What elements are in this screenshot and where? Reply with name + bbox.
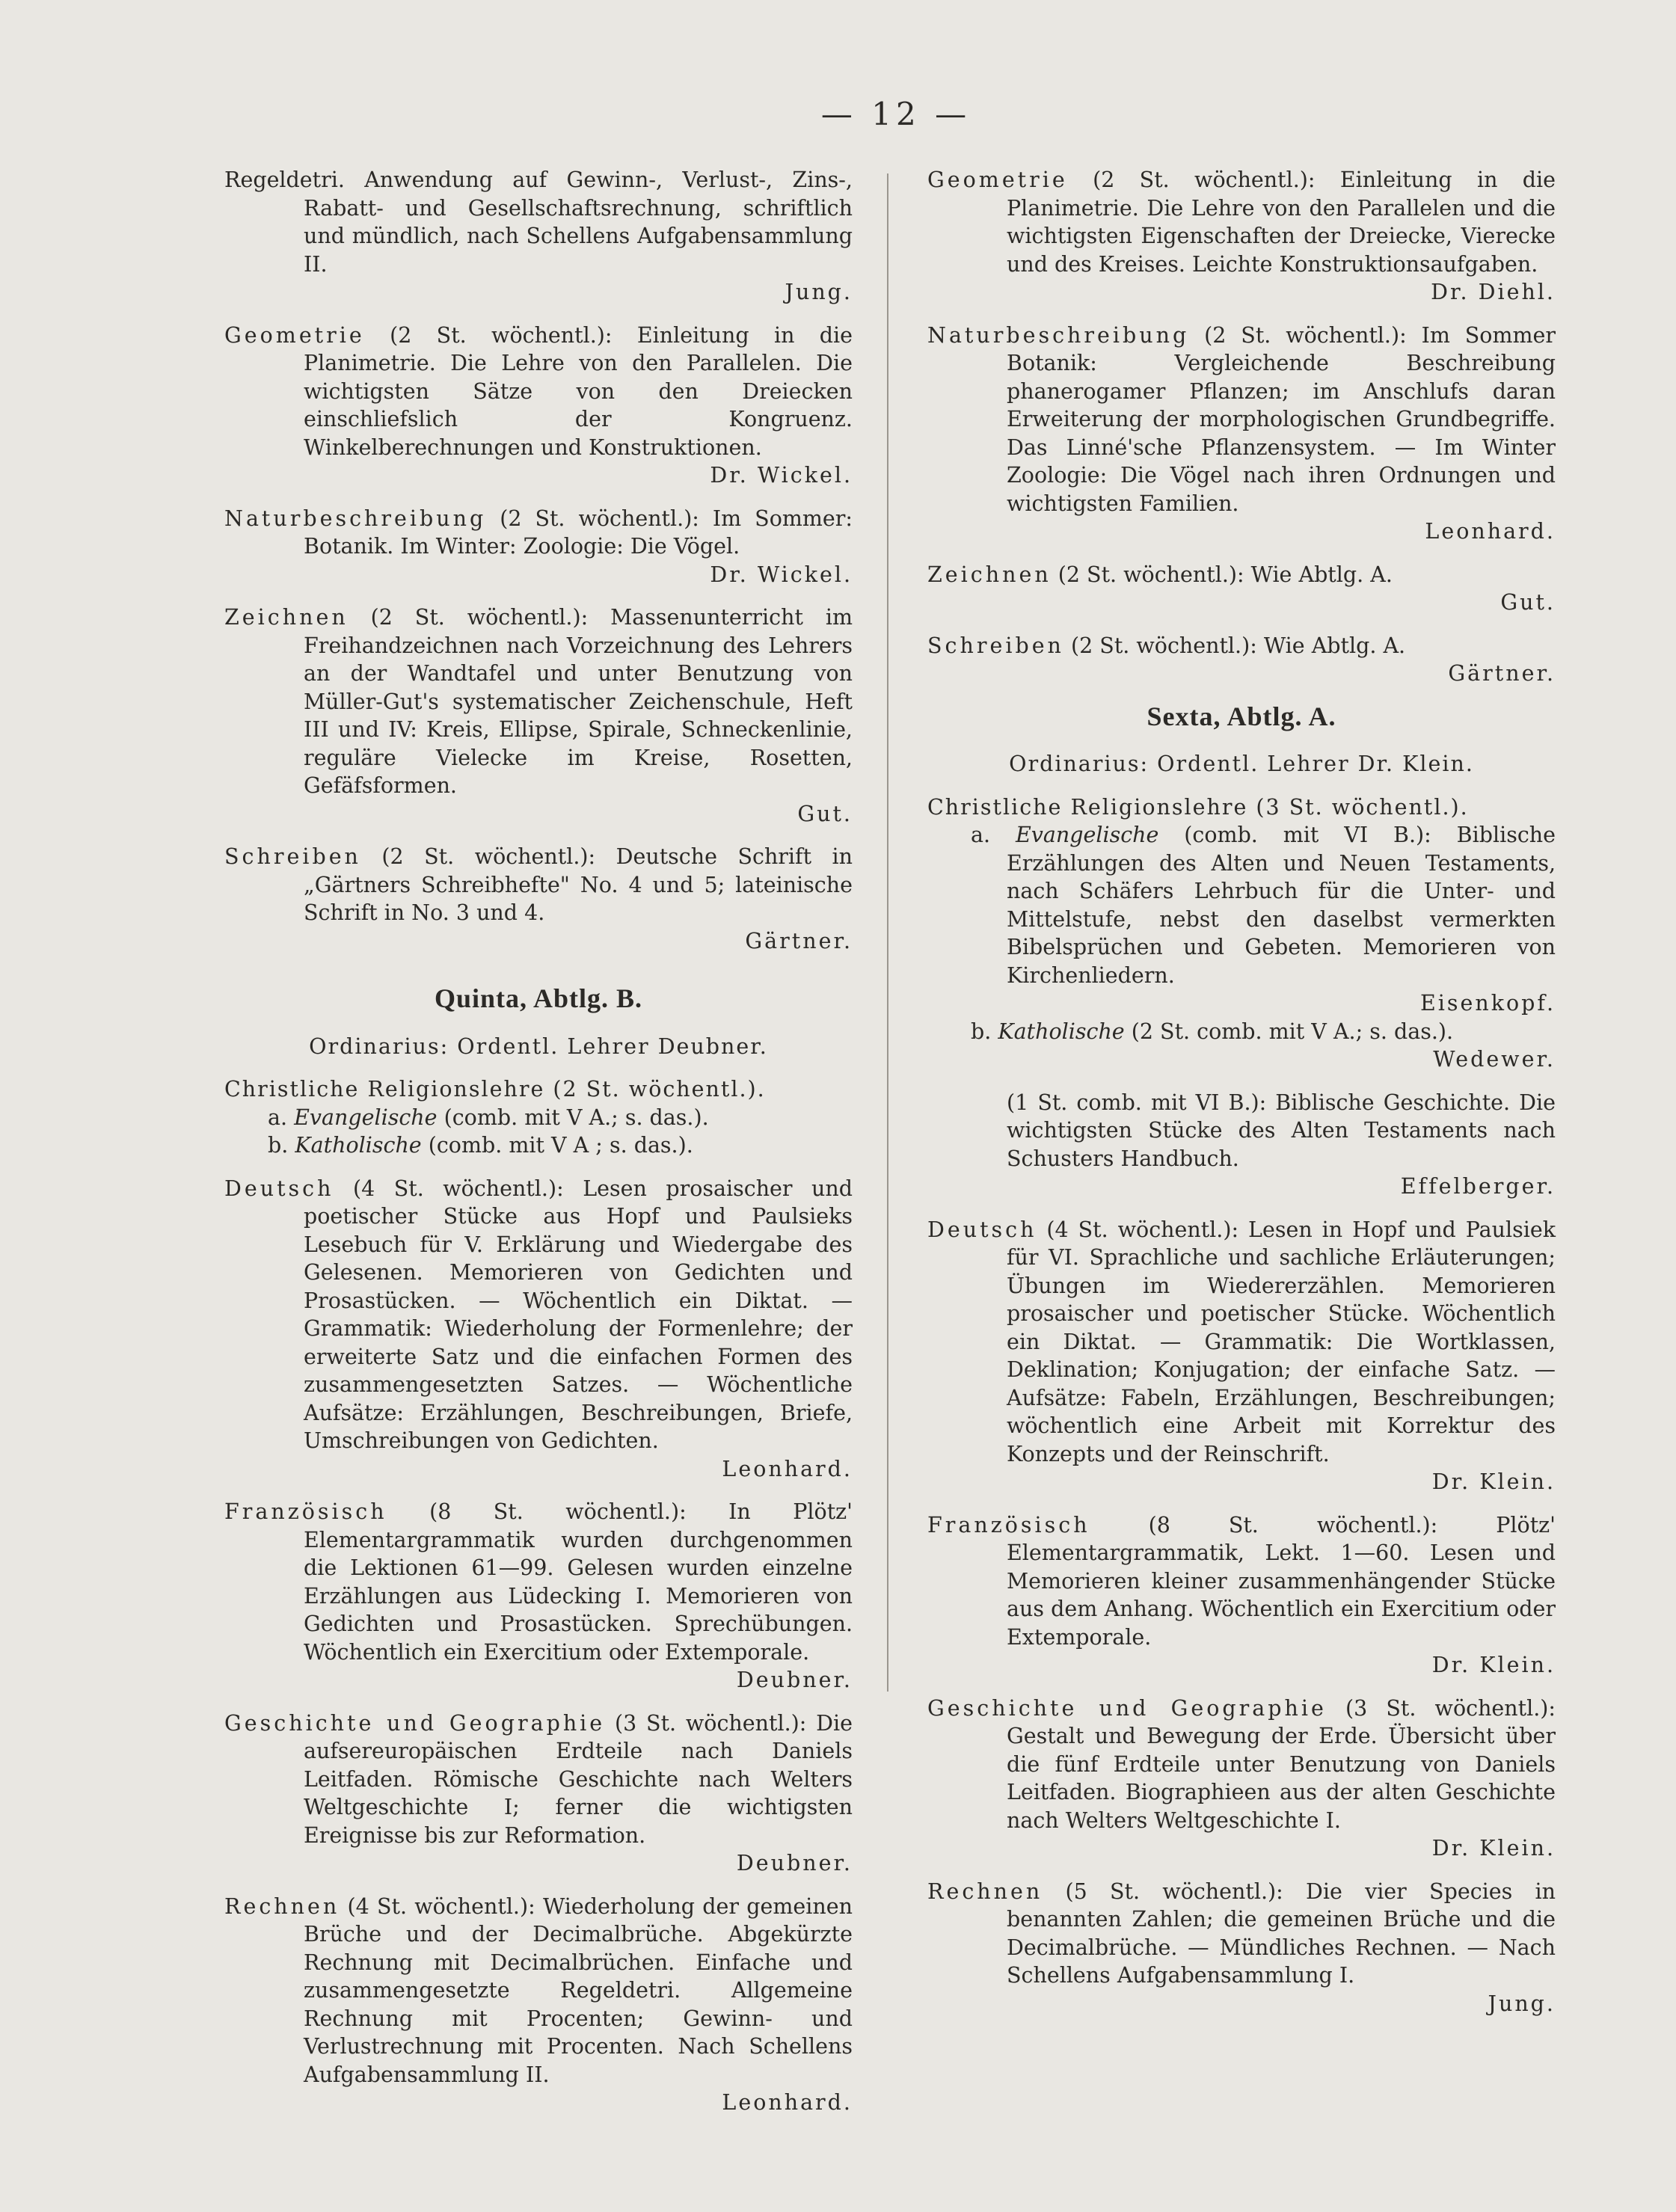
curriculum-entry	[224, 1893, 853, 2117]
section-heading: Quinta, Abtlg. B.	[434, 983, 643, 1013]
teacher-signature: Deubner.	[736, 1851, 853, 1875]
teacher-signature: Deubner.	[736, 1668, 853, 1692]
entry-text: (2 St. wöchentl.): Im Sommer Botanik: Vergleichende Beschreibung phanerogamer Pflanzen; im Anschlufs daran Erweiterung der morphologischen Grundbegriffe. Das Linné'sche Pflanzensystem. — Im Winter Zoologie: Die Vögel nach ihren Ordnungen und wichtigsten Familien.	[1007, 322, 1556, 516]
teacher-signature: Gärtner.	[1448, 661, 1556, 686]
subject-name: Geometrie	[927, 168, 1068, 192]
religion-subitem	[927, 1018, 1556, 1074]
teacher-signature: Dr. Wickel.	[710, 463, 853, 488]
curriculum-entry	[927, 166, 1556, 307]
entry-text: (4 St. wöchentl.): Lesen in Hopf und Paulsiek für VI. Sprachliche und sachliche Erläuterungen; Übungen im Wiedererzählen. Memorieren prosaischer und poetischer Stücke. Wöchentlich ein Diktat. — Grammatik: Die Wortklassen, Deklination; Konjugation; der einfache Satz. — Aufsätze: Fabeln, Erzählungen, Beschreibungen; wöchentlich eine Arbeit mit Korrektur des Konzepts und der Reinschrift.	[1007, 1217, 1556, 1466]
subitem-text: (comb. mit V A.; s. das.).	[437, 1105, 709, 1130]
denomination: Evangelische	[294, 1105, 438, 1130]
subitem-label: b.	[971, 1019, 992, 1044]
column-divider	[887, 173, 888, 1692]
curriculum-entry	[927, 632, 1556, 688]
denomination: Evangelische	[1015, 823, 1159, 847]
entry-text: (5 St. wöchentl.): Die vier Species in benannten Zahlen; die gemeinen Brüche und die Decimalbrüche. — Mündliches Rechnen. — Nach Schellens Aufgabensammlung I.	[1007, 1878, 1556, 1988]
entry-text: (4 St. wöchentl.): Wiederholung der gemeinen Brüche und der Decimalbrüche. Abgekürzte Rechnung mit Decimalbrüchen. Einfache und zusammengesetzte Regeldetri. Allgemeine Rechnung mit Procenten; Gewinn- und Verlustrechnung mit Procenten. Nach Schellens Aufgabensammlung II.	[304, 1893, 853, 2087]
curriculum-entry	[224, 505, 853, 589]
denomination: Katholische	[998, 1019, 1125, 1044]
subitem-label: a.	[971, 823, 991, 847]
curriculum-entry	[224, 1498, 853, 1695]
curriculum-entry	[927, 1216, 1556, 1496]
teacher-signature: Gärtner.	[745, 928, 853, 953]
teacher-signature: Wedewer.	[1433, 1047, 1556, 1072]
subitem-text: (1 St. comb. mit VI B.): Biblische Geschichte. Die wichtigsten Stücke des Alten Testaments nach Schusters Handbuch.	[1007, 1090, 1556, 1171]
religion-heading: Christliche Religionslehre (3 St. wöchentl.).	[927, 794, 1469, 820]
subject-name: Rechnen	[224, 1893, 340, 1919]
entry-text: (4 St. wöchentl.): Lesen prosaischer und poetischer Stücke aus Hopf und Paulsieks Lesebuch für V. Erklärung und Wiedergabe des Gelesenen. Memorieren von Gedichten und Prosastücken. — Wöchentlich ein Diktat. — Grammatik: Wiederholung der Formenlehre; der erweiterte Satz und die einfachen Formen des zusammengesetzten Satzes. — Wöchentliche Aufsätze: Erzählungen, Beschreibungen, Briefe, Umschreibungen von Gedichten.	[304, 1176, 853, 1453]
entry-text: (2 St. wöchentl.): Wie Abtlg. A.	[1051, 562, 1393, 587]
curriculum-entry	[224, 166, 853, 307]
teacher-signature: Jung.	[785, 280, 853, 304]
teacher-signature: Dr. Klein.	[1431, 1469, 1556, 1494]
subitem-text: (comb. mit V A ; s. das.).	[421, 1133, 693, 1158]
curriculum-entry	[224, 603, 853, 828]
teacher-signature: Dr. Klein.	[1431, 1836, 1556, 1861]
entry-text: (8 St. wöchentl.): In Plötz' Elementargrammatik wurden durchgenommen die Lektionen 61—99. Gelesen wurden einzelne Erzählungen aus Lüdecking I. Memorieren von Gedichten und Prosastücken. Sprechübungen. Wöchentlich ein Exercitium oder Extemporale.	[304, 1499, 853, 1665]
religion-subitem	[927, 821, 1556, 1018]
entry-text: (2 St. wöchentl.): Wie Abtlg. A.	[1063, 633, 1406, 658]
subject-name: Geschichte und Geographie	[927, 1695, 1327, 1721]
curriculum-entry	[927, 1878, 1556, 2018]
page-number: — 12 —	[820, 96, 971, 132]
teacher-signature: Dr. Wickel.	[710, 562, 853, 587]
teacher-signature: Leonhard.	[1425, 519, 1556, 544]
teacher-signature: Leonhard.	[722, 2090, 853, 2115]
entry-text: (8 St. wöchentl.): Plötz' Elementargrammatik, Lekt. 1—60. Lesen und Memorieren kleiner zusammenhängender Stücke aus dem Anhang. Wöchentlich ein Exercitium oder Extemporale.	[1007, 1512, 1556, 1650]
ordinarius-line: Ordinarius: Ordentl. Lehrer Dr. Klein.	[1009, 752, 1474, 776]
curriculum-entry	[927, 1695, 1556, 1863]
entry-text: (3 St. wöchentl.): Die aufsereuropäischen Erdteile nach Daniels Leitfaden. Römische Geschichte nach Welters Weltgeschichte I; ferner die wichtigsten Ereignisse bis zur Reformation.	[304, 1710, 853, 1848]
entry-text: (2 St. wöchentl.): Im Sommer: Botanik. Im Winter: Zoologie: Die Vögel.	[304, 506, 853, 559]
religion-heading: Christliche Religionslehre (2 St. wöchentl.).	[224, 1077, 766, 1102]
teacher-signature: Eisenkopf.	[1419, 991, 1556, 1016]
left-column	[224, 166, 853, 2132]
subject-name: Geschichte und Geographie	[224, 1710, 606, 1736]
curriculum-entry	[927, 322, 1556, 546]
subject-name: Zeichnen	[224, 605, 349, 630]
teacher-signature: Jung.	[1488, 1991, 1556, 2016]
curriculum-entry	[224, 843, 853, 955]
subject-name: Französisch	[224, 1499, 387, 1524]
religion-subitem	[224, 1131, 853, 1160]
subject-name: Schreiben	[224, 844, 361, 869]
teacher-signature: Gut.	[1500, 590, 1556, 615]
subject-name: Deutsch	[224, 1176, 334, 1201]
curriculum-entry	[927, 561, 1556, 617]
subject-name: Zeichnen	[927, 562, 1052, 587]
teacher-signature: Leonhard.	[722, 1456, 853, 1481]
subject-name: Geometrie	[224, 322, 365, 348]
subject-name: Naturbeschreibung	[224, 506, 487, 531]
ordinarius-line: Ordinarius: Ordentl. Lehrer Deubner.	[309, 1033, 768, 1059]
subitem-label: b.	[268, 1133, 289, 1158]
subitem-text: (comb. mit VI B.): Biblische Erzählungen des Alten und Neuen Testaments, nach Schäfers Lehrbuch für die Unter- und Mittelstufe, nebst den daselbst vermerkten Bibelsprüchen und Gebeten. Memorieren von Kirchenliedern.	[1007, 823, 1556, 988]
right-column	[927, 166, 1556, 2033]
subject-name: Deutsch	[927, 1217, 1037, 1242]
subject-name: Schreiben	[927, 633, 1064, 658]
subject-name: Naturbeschreibung	[927, 322, 1190, 348]
entry-text: (2 St. wöchentl.): Einleitung in die Planimetrie. Die Lehre von den Parallelen. Die wichtigsten Sätze von den Dreiecken einschliefslich der Kongruenz. Winkelberechnungen und Konstruktionen.	[304, 322, 853, 460]
subitem-text: (2 St. comb. mit V A.; s. das.).	[1124, 1019, 1454, 1044]
religion-subitem	[224, 1104, 853, 1132]
religion-extra	[927, 1089, 1556, 1201]
entry-text: (2 St. wöchentl.): Massenunterricht im Freihandzeichnen nach Vorzeichnung des Lehrers an der Wandtafel und unter Benutzung von Müller-Gut's systematischer Zeichenschule, Heft III und IV: Kreis, Ellipse, Spirale, Schneckenlinie, reguläre Vielecke im Kreise, Rosetten, Gefäfsformen.	[304, 605, 853, 798]
curriculum-entry	[224, 322, 853, 490]
curriculum-entry	[224, 1709, 853, 1878]
section-heading: Sexta, Abtlg. A.	[1147, 701, 1336, 731]
entry-text: (3 St. wöchentl.): Gestalt und Bewegung der Erde. Übersicht über die fünf Erdteile unter Benutzung von Daniels Leitfaden. Biographieen aus der alten Geschichte nach Welters Weltgeschichte I.	[1007, 1695, 1556, 1833]
entry-text: Regeldetri. Anwendung auf Gewinn-, Verlust-, Zins-, Rabatt- und Gesellschaftsrechnung, schriftlich und mündlich, nach Schellens Aufgabensammlung II.	[224, 168, 853, 277]
entry-text: (2 St. wöchentl.): Deutsche Schrift in „Gärtners Schreibhefte" No. 4 und 5; lateinische Schrift in No. 3 und 4.	[304, 844, 853, 925]
denomination: Katholische	[295, 1133, 422, 1158]
subject-name: Französisch	[927, 1512, 1090, 1537]
teacher-signature: Gut.	[797, 801, 853, 826]
entry-text: (2 St. wöchentl.): Einleitung in die Planimetrie. Die Lehre von den Parallelen und die wichtigsten Eigenschaften der Dreiecke, Vierecke und des Kreises. Leichte Konstruktionsaufgaben.	[1007, 168, 1556, 277]
teacher-signature: Dr. Klein.	[1431, 1653, 1556, 1677]
subject-name: Rechnen	[927, 1878, 1043, 1904]
curriculum-entry	[224, 1175, 853, 1484]
teacher-signature: Dr. Diehl.	[1431, 280, 1556, 304]
teacher-signature: Effelberger.	[1400, 1174, 1556, 1199]
subitem-label: a.	[268, 1105, 288, 1130]
curriculum-entry	[927, 1511, 1556, 1680]
